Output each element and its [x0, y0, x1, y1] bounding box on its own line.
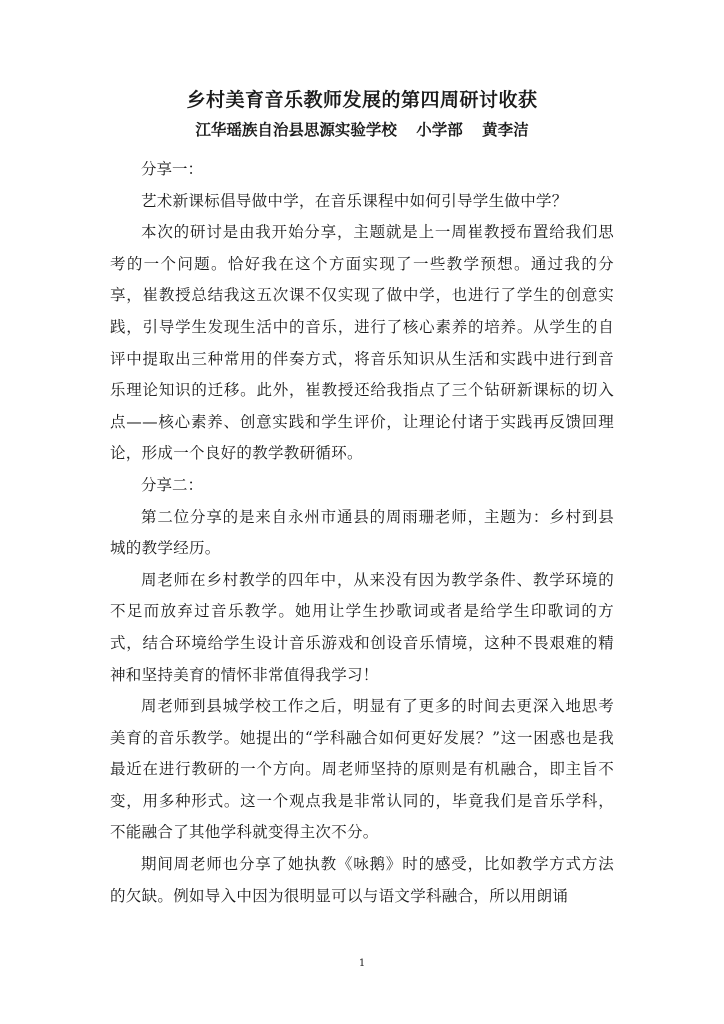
section-heading-1: 分享一： [141, 160, 204, 178]
body-paragraph: 期间周老师也分享了她执教《咏鹅》时的感受，比如教学方式方法的欠缺。例如导入中因为很明显可以与语文学科融合，所以用朗诵 [110, 855, 614, 905]
document-title: 乡村美育音乐教师发展的第四周研讨收获 [186, 89, 538, 111]
section-heading-2: 分享二： [141, 475, 204, 494]
body-paragraph: 第二位分享的是来自永州市通县的周雨珊老师，主题为：乡村到县城的教学经历。 [110, 507, 614, 558]
body-paragraph: 周老师到县城学校工作之后，明显有了更多的时间去更深入地思考美育的音乐教学。她提出的“学科融合如何更好发展？”这一困惑也是我最近在进行教研的一个方向。周老师坚持的原则是有机融合，即主旨不变，用多种形式。这一个观点我是非常认同的，毕竟我们是音乐学科，不能融合了其他学科就变得主次不分。 [110, 697, 614, 842]
body-paragraph: 本次的研讨是由我开始分享，主题就是上一周崔教授布置给我们思考的一个问题。恰好我在这个方面实现了一些教学预想。通过我的分享，崔教授总结我这五次课不仅实现了做中学，也进行了学生的创意实践，引导学生发现生活中的音乐，进行了核心素养的培养。从学生的自评中提取出三种常用的伴奏方式，将音乐知识从生活和实践中进行到音乐理论知识的迁移。此外，崔教授还给我指点了三个钻研新课标的切入点——核心素养、创意实践和学生评价，让理论付诸于实践再反馈回理论，形成一个良好的教学教研循环。 [110, 223, 614, 463]
body-paragraph: 周老师在乡村教学的四年中，从来没有因为教学条件、教学环境的不足而放弃过音乐教学。她用让学生抄歌词或者是给学生印歌词的方式，结合环境给学生设计音乐游戏和创设音乐情境，这种不畏艰难的精神和坚持美育的情怀非常值得我学习！ [110, 570, 614, 684]
page-number: 1 [358, 958, 366, 969]
body-paragraph: 艺术新课标倡导做中学，在音乐课程中如何引导学生做中学？ [141, 191, 568, 210]
author-line: 江华瑶族自治县思源实验学校 小学部 黄李洁 [195, 120, 529, 139]
